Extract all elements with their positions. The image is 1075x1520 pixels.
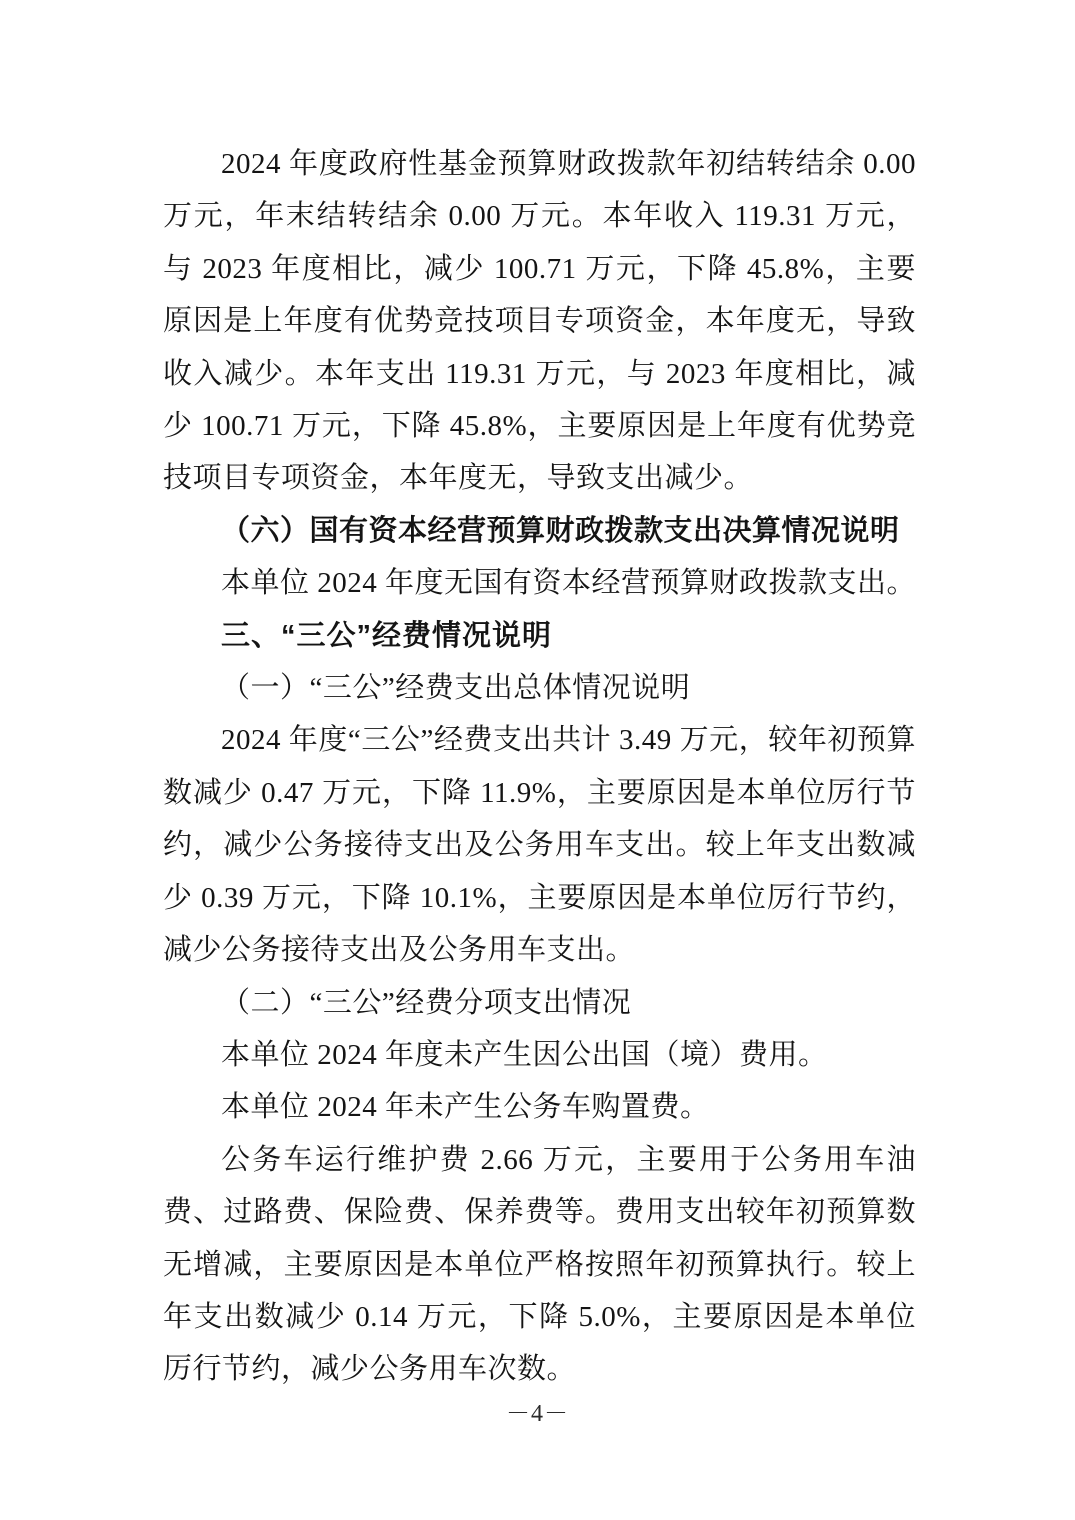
para-three-public-total: 2024 年度“三公”经费支出共计 3.49 万元，较年初预算数减少 0.47 万元，下降 11.9%，主要原因是本单位厉行节约，减少公务接待支出及公务用车支出。较上年支出数减少 0.39 万元，下降 10.1%，主要原因是本单位厉行节约，减少公务接待支出及公务用车支出。 [163,724,916,967]
para-no-soe-capital-expense: 本单位 2024 年度无国有资本经营预算财政拨款支出。 [221,567,917,600]
para-gov-fund-settlement: 2024 年度政府性基金预算财政拨款年初结转结余 0.00 万元，年末结转结余 0.00 万元。本年收入 119.31 万元，与 2023 年度相比，减少 100.71 万元，下降 45.8%，主要原因是上年度有优势竞技项目专项资金，本年度无，导致收入减少。本年支出 119.31 万元，与 2023 年度相比，减少 100.71 万元，下降 45.8%，主要原因是上年度有优势竞技项目专项资金，本年度无，导致支出减少。 [163,148,916,495]
heading-section-six: （六）国有资本经营预算财政拨款支出决算情况说明 [221,514,900,547]
heading-subsection-two: （二）“三公”经费分项支出情况 [221,986,632,1019]
para-no-abroad-expense: 本单位 2024 年度未产生因公出国（境）费用。 [221,1038,828,1071]
para-no-vehicle-purchase: 本单位 2024 年未产生公务车购置费。 [221,1091,710,1124]
para-vehicle-maintenance: 公务车运行维护费 2.66 万元，主要用于公务用车油费、过路费、保险费、保养费等。费用支出较年初预算数无增减，主要原因是本单位严格按照年初预算执行。较上年支出数减少 0.14 万元，下降 5.0%，主要原因是本单位厉行节约，减少公务用车次数。 [163,1143,916,1386]
heading-three-public-funds: 三、“三公”经费情况说明 [221,619,553,652]
heading-subsection-one: （一）“三公”经费支出总体情况说明 [221,672,691,705]
document-body [163,138,916,1396]
page-number: －4－ [506,1401,569,1427]
